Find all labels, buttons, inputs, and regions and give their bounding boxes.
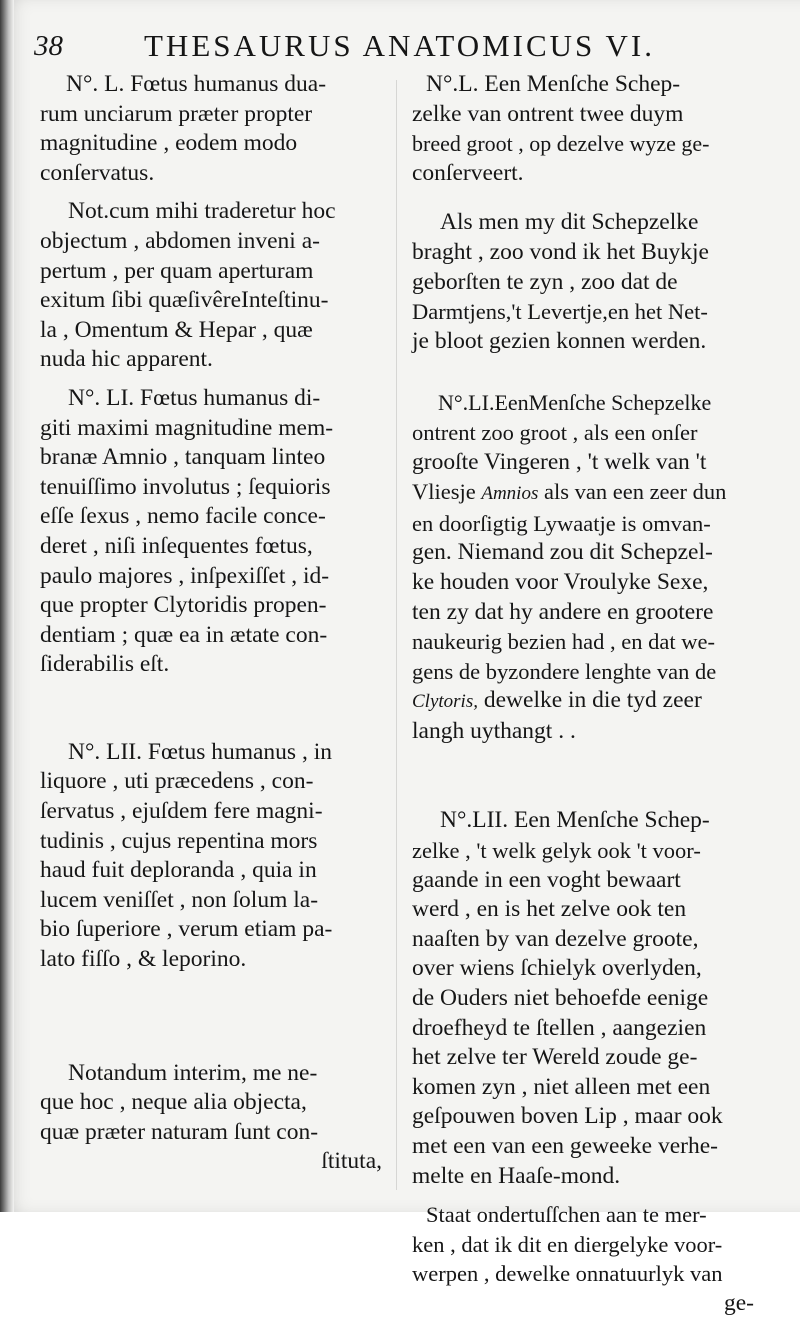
column-divider <box>396 80 397 1190</box>
entry-50-dutch <box>412 70 760 188</box>
text-line: liquore , uti præcedens , con- <box>40 768 314 795</box>
text-line: N°.LI.EenMenſche Schepzelke <box>438 390 712 416</box>
text-line: het zelve ter Wereld zoude ge- <box>412 1044 698 1071</box>
text-line: deret , niſi inſequentes fœtus, <box>40 532 313 559</box>
text-line: komen zyn , niet alleen met een <box>412 1073 711 1100</box>
text-line: branæ Amnio , tanquam linteo <box>40 444 326 471</box>
text-line: pertum , per quam aperturam <box>40 257 314 284</box>
text-line: dentiam ; quæ ea in ætate con- <box>40 621 328 648</box>
text-line: que hoc , neque alia objecta, <box>40 1089 307 1116</box>
text-line: werd , en is het zelve ook ten <box>412 896 687 923</box>
text-line: gaande in een voght bewaart <box>412 866 681 893</box>
text-line: giti maximi magnitudine mem- <box>40 414 334 441</box>
text-fragment: als van een zeer dun <box>543 479 727 505</box>
text-line: lucem veniſſet , non ſolum la- <box>40 886 319 913</box>
text-line: paulo majores , inſpexiſſet , id- <box>40 562 330 589</box>
text-line: ſtituta, <box>321 1148 382 1175</box>
text-line: que propter Clytoridis propen- <box>40 592 327 619</box>
text-line: je bloot gezien konnen werden. <box>412 327 707 354</box>
latin-column <box>40 70 390 1177</box>
text-line: zelke , 't welk gelyk ook 't voor- <box>412 838 701 864</box>
text-line: ken , dat ik dit en diergelyke voor- <box>412 1231 723 1257</box>
note-50-latin <box>40 197 390 375</box>
page-header <box>34 26 774 66</box>
text-line: N°.L. Een Menſche Schep- <box>426 71 681 97</box>
amnios-italic: Amnios <box>481 483 539 505</box>
text-line: lato fiſſo , & leporino. <box>40 946 247 973</box>
entry-50-latin <box>40 70 390 188</box>
text-line: tenuiſſimo involutus ; ſequioris <box>40 473 331 500</box>
entry-52-latin <box>40 738 390 975</box>
text-line: ontrent zoo groot , als een onſer <box>412 419 698 445</box>
text-line: N°. LI. Fœtus humanus di- <box>68 384 321 411</box>
text-line: de Ouders niet behoefde eenige <box>412 985 709 1012</box>
catchword: ge- <box>723 1289 754 1316</box>
text-line: magnitudine , eodem modo <box>40 130 298 157</box>
text-line: objectum , abdomen inveni a- <box>40 227 320 254</box>
text-line: geſpouwen boven Lip , maar ook <box>412 1103 723 1130</box>
text-line: melte en Haaſe-mond. <box>412 1162 621 1189</box>
staat-dutch <box>412 1200 760 1318</box>
text-line: met een van een geweeke verhe- <box>412 1133 718 1159</box>
text-line <box>412 477 760 509</box>
text-line: N°.LII. Een Menſche Schep- <box>440 807 710 834</box>
text-line: Als men my dit Schepzelke <box>440 209 699 236</box>
entry-52-dutch <box>412 806 760 1191</box>
vliesje-word: Vliesje <box>412 479 476 505</box>
text-line: zelke van ontrent twee duym <box>412 100 684 127</box>
text-line: conſervatus. <box>40 159 155 186</box>
text-fragment: dewelke in die tyd zeer <box>483 687 702 714</box>
text-line: la , Omentum & Hepar , quæ <box>40 316 313 343</box>
text-line: gens de byzondere lenghte van de <box>412 658 717 684</box>
text-line: bio ſuperiore , verum etiam pa- <box>40 916 333 943</box>
dutch-column <box>412 70 760 1319</box>
notandum-latin <box>40 1059 390 1177</box>
text-line: Not.cum mihi traderetur hoc <box>68 198 336 225</box>
text-line: conſerveert. <box>412 159 524 186</box>
text-line: werpen , dewelke onnatuurlyk van <box>412 1261 723 1287</box>
text-line: ten zy dat hy andere en grootere <box>412 598 714 625</box>
text-line: exitum ſibi quæſivêreInteſtinu- <box>40 287 329 314</box>
text-line: over wiens ſchielyk overlyden, <box>412 955 702 982</box>
running-title: THESAURUS ANATOMICUS VI. <box>144 28 655 63</box>
text-line: naaſten by van dezelve groote, <box>412 925 699 952</box>
page-number: 38 <box>34 30 63 62</box>
text-line: langh uythangt . . <box>412 717 576 744</box>
text-line: droefheyd te ſtellen , aangezien <box>412 1014 707 1041</box>
page-gutter-shadow <box>0 0 14 1212</box>
text-line: naukeurig bezien had , en dat we- <box>412 629 715 655</box>
text-line: Staat ondertuſſchen aan te mer- <box>426 1202 707 1228</box>
text-line: gen. Niemand zou dit Schepzel- <box>412 539 713 566</box>
entry-51-latin <box>40 384 390 680</box>
text-line: nuda hic apparent. <box>40 346 213 373</box>
text-line: ſiderabilis eſt. <box>40 651 170 678</box>
clytoris-italic: Clytoris, <box>412 691 478 713</box>
text-line: haud fuit deploranda , quia in <box>40 857 317 884</box>
text-line: Darmtjens,'t Levertje,en het Net- <box>412 299 708 325</box>
text-line: Notandum interim, me ne- <box>68 1059 318 1086</box>
text-line: eſſe ſexus , nemo facile conce- <box>40 503 326 530</box>
entry-51-dutch <box>412 388 760 746</box>
text-line: braght , zoo vond ik het Buykje <box>412 238 709 265</box>
text-line: grooſte Vingeren , 't welk van 't <box>412 448 707 475</box>
text-line: en doorſigtig Lywaatje is omvan- <box>412 510 711 536</box>
text-line: tudinis , cujus repentina mors <box>40 827 318 854</box>
text-line: geborſten te zyn , zoo dat de <box>412 268 678 295</box>
text-line: ſervatus , ejuſdem fere magni- <box>40 798 323 825</box>
note-50-dutch <box>412 208 760 356</box>
text-line: rum unciarum præter propter <box>40 100 313 127</box>
text-line: ke houden voor Vroulyke Sexe, <box>412 568 709 595</box>
text-line: N°. L. Fœtus humanus dua- <box>66 71 327 97</box>
text-line <box>412 686 760 717</box>
text-line: breed groot , op dezelve wyze ge- <box>412 131 710 157</box>
text-line: N°. LII. Fœtus humanus , in <box>68 738 332 765</box>
text-line: quæ præter naturam ſunt con- <box>40 1118 319 1145</box>
